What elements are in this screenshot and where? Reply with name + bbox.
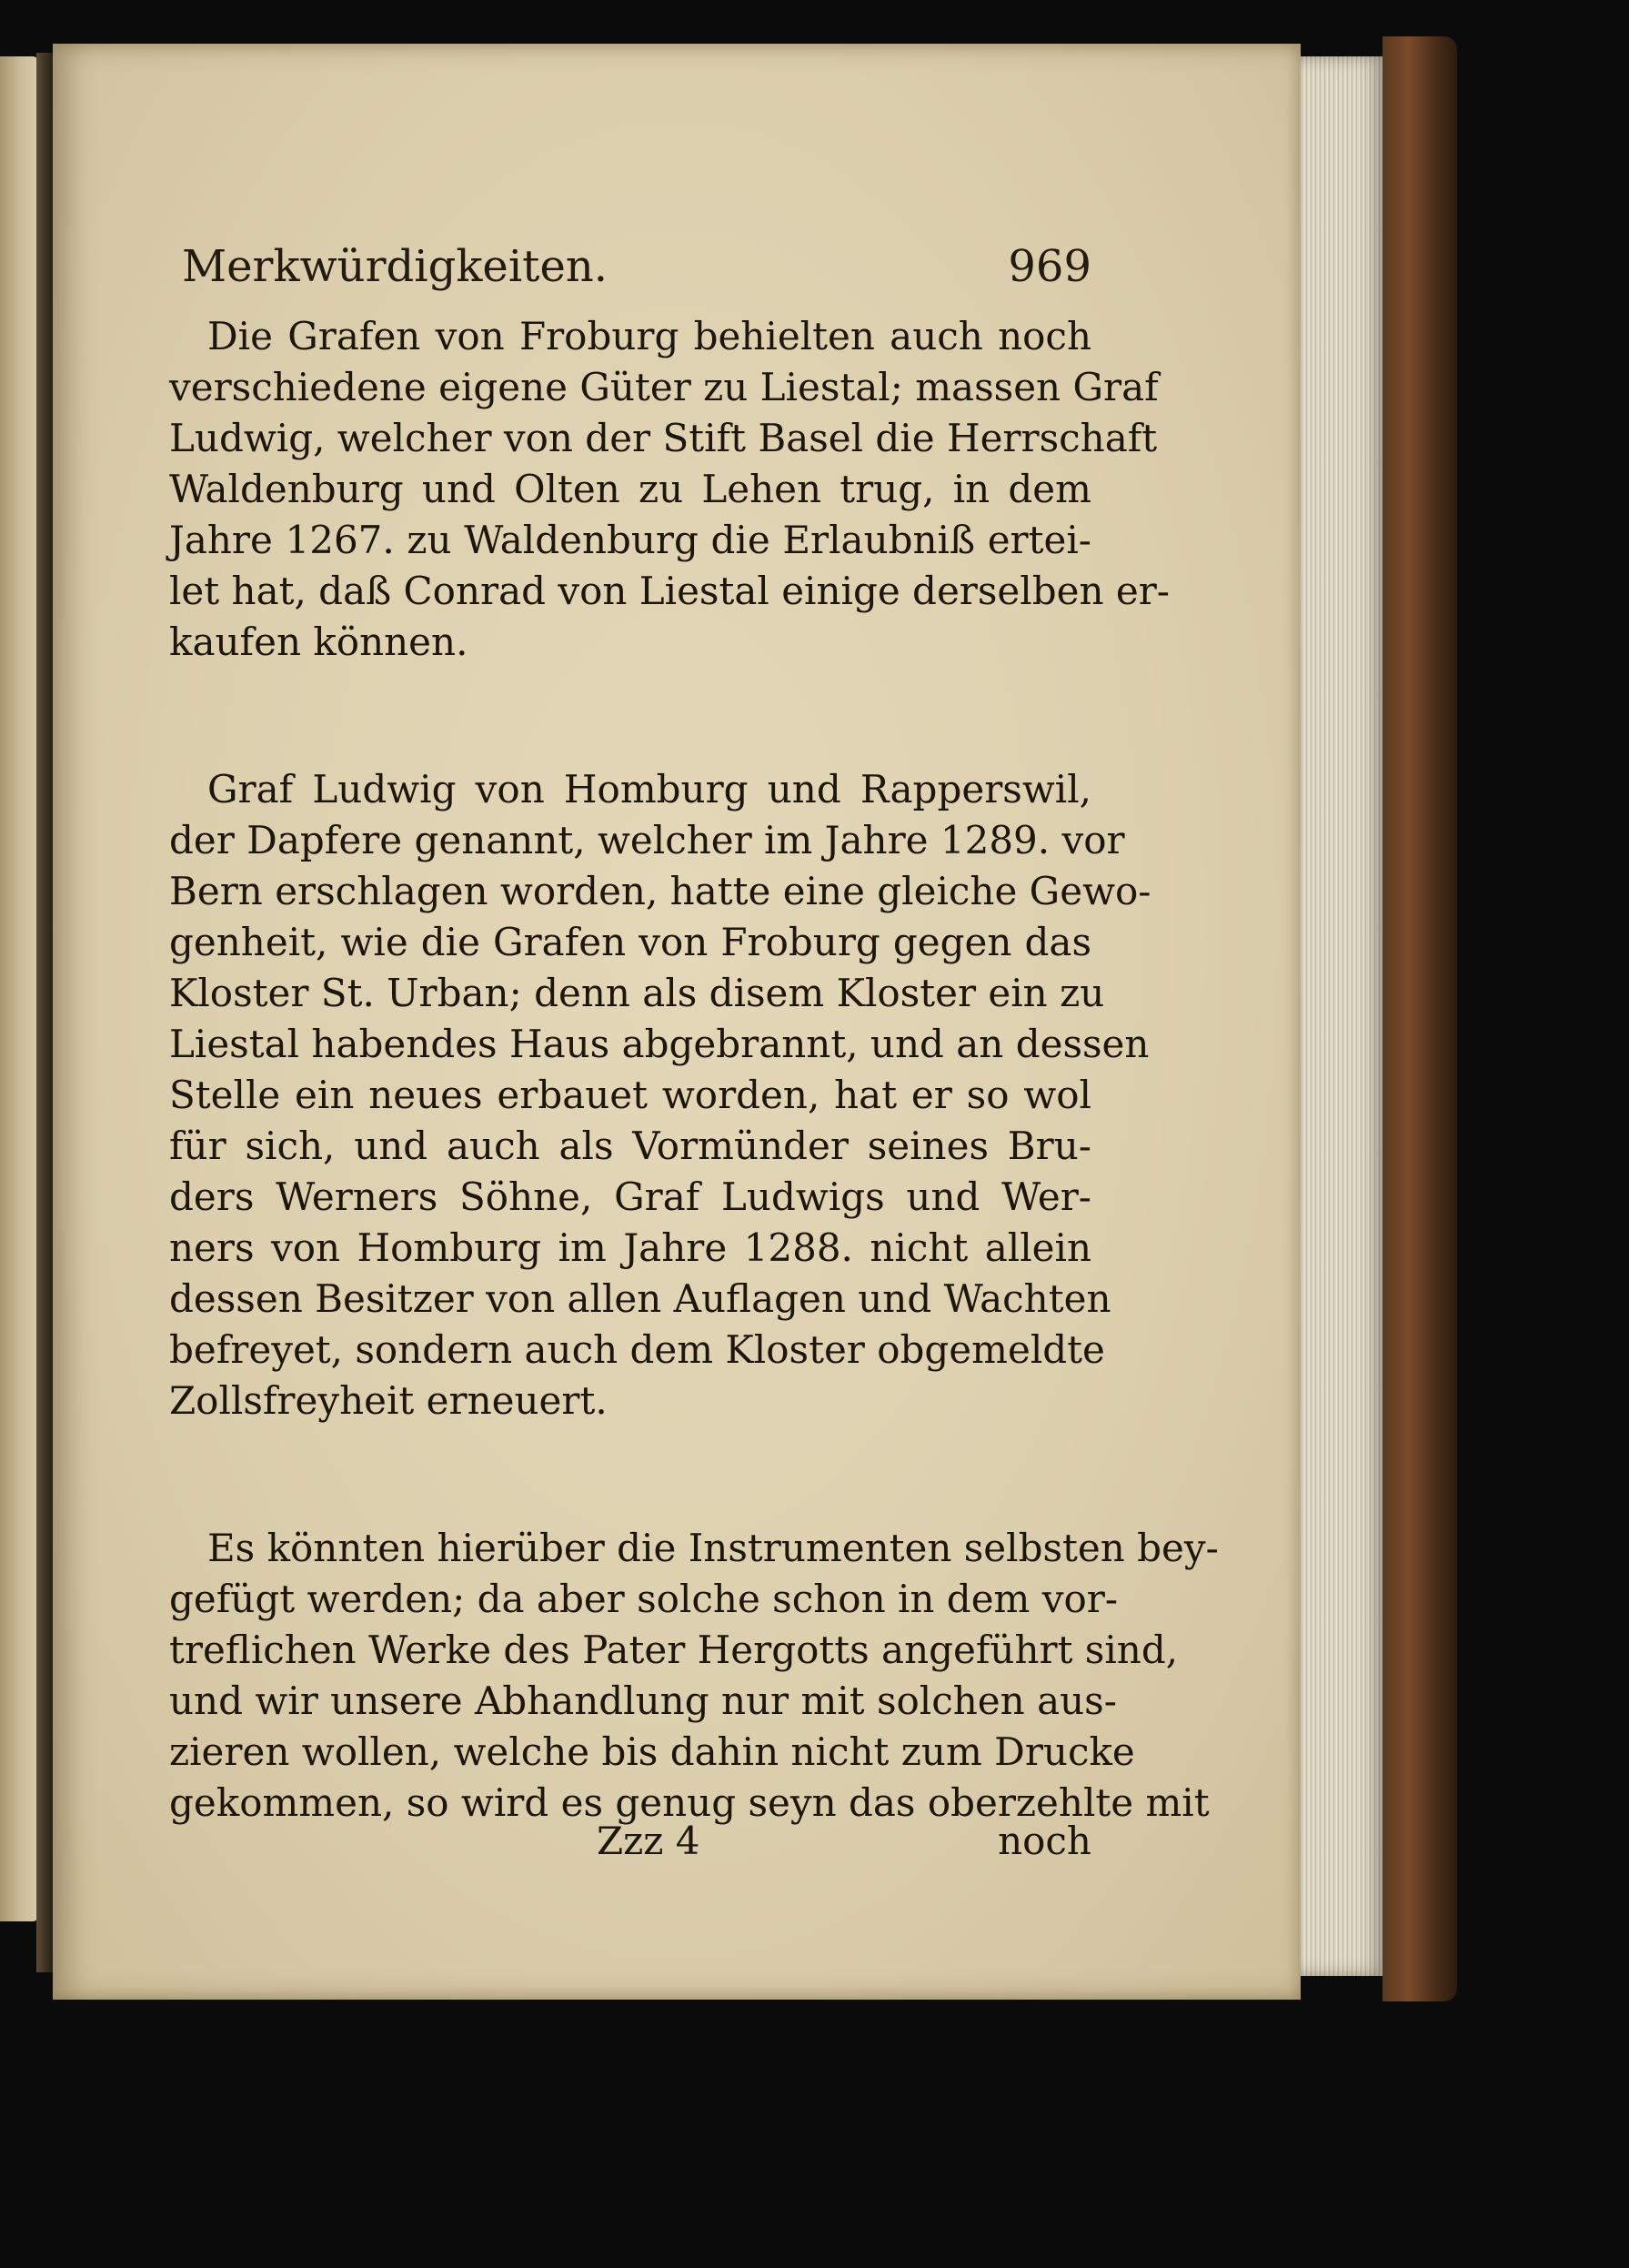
text-line: Liestal habendes Haus abgebrannt, und an dessen bbox=[169, 1022, 1150, 1066]
text-line: verschiedene eigene Güter zu Liestal; massen Graf bbox=[169, 365, 1159, 409]
text-line: Es könnten hierüber die Instrumenten selbsten bey- bbox=[207, 1526, 1219, 1570]
text-line: ners von Homburg im Jahre 1288. nicht allein bbox=[169, 1225, 1091, 1270]
text-line: gefügt werden; da aber solche schon in dem vor- bbox=[169, 1577, 1119, 1621]
text-line: Kloster St. Urban; denn als disem Kloster ein zu bbox=[169, 971, 1105, 1015]
page-number: 969 bbox=[1008, 241, 1091, 292]
text-line: Stelle ein neues erbauet worden, hat er so wol bbox=[169, 1073, 1091, 1117]
text-line: dessen Besitzer von allen Auflagen und Wachten bbox=[169, 1276, 1111, 1321]
text-line: let hat, daß Conrad von Liestal einige derselben er- bbox=[169, 569, 1170, 613]
text-line: Die Grafen von Froburg behielten auch noch bbox=[207, 314, 1091, 358]
text-line: gekommen, so wird es genug seyn das oberzehlte mit bbox=[169, 1780, 1210, 1825]
catchword: noch bbox=[998, 1819, 1091, 1863]
text-line: für sich, und auch als Vormünder seines Bru- bbox=[169, 1124, 1091, 1168]
text-line: kaufen können. bbox=[169, 620, 468, 664]
body-text bbox=[169, 311, 1219, 1829]
signature-mark: Zzz 4 bbox=[597, 1819, 700, 1863]
text-line: Bern erschlagen worden, hatte eine gleiche Gewo- bbox=[169, 869, 1151, 913]
leather-binding bbox=[1383, 36, 1457, 2001]
text-line: Graf Ludwig von Homburg und Rapperswil, bbox=[207, 767, 1091, 811]
paragraph-2 bbox=[169, 764, 1151, 1426]
page-footer bbox=[169, 1816, 1091, 1870]
text-line: ders Werners Söhne, Graf Ludwigs und Wer- bbox=[169, 1174, 1091, 1219]
facing-page-edge bbox=[0, 56, 38, 1921]
text-line: treflichen Werke des Pater Hergotts angeführt sind, bbox=[169, 1628, 1179, 1672]
text-line: der Dapfere genannt, welcher im Jahre 1289. vor bbox=[169, 818, 1125, 862]
text-line: Waldenburg und Olten zu Lehen trug, in dem bbox=[169, 467, 1091, 511]
running-head-title: Merkwürdigkeiten. bbox=[182, 241, 608, 292]
text-line: genheit, wie die Grafen von Froburg gegen das bbox=[169, 920, 1091, 964]
text-line: Jahre 1267. zu Waldenburg die Erlaubniß ertei- bbox=[169, 518, 1091, 562]
text-line: und wir unsere Abhandlung nur mit solchen aus- bbox=[169, 1678, 1117, 1723]
running-head bbox=[182, 235, 1091, 298]
text-line: zieren wollen, welche bis dahin nicht zum Drucke bbox=[169, 1729, 1135, 1774]
text-line: Ludwig, welcher von der Stift Basel die Herrschaft bbox=[169, 416, 1158, 460]
paragraph-1 bbox=[169, 311, 1170, 668]
paragraph-3 bbox=[169, 1523, 1219, 1829]
text-line: befreyet, sondern auch dem Kloster obgemeldte bbox=[169, 1327, 1105, 1372]
text-line: Zollsfreyheit erneuert. bbox=[169, 1378, 608, 1423]
